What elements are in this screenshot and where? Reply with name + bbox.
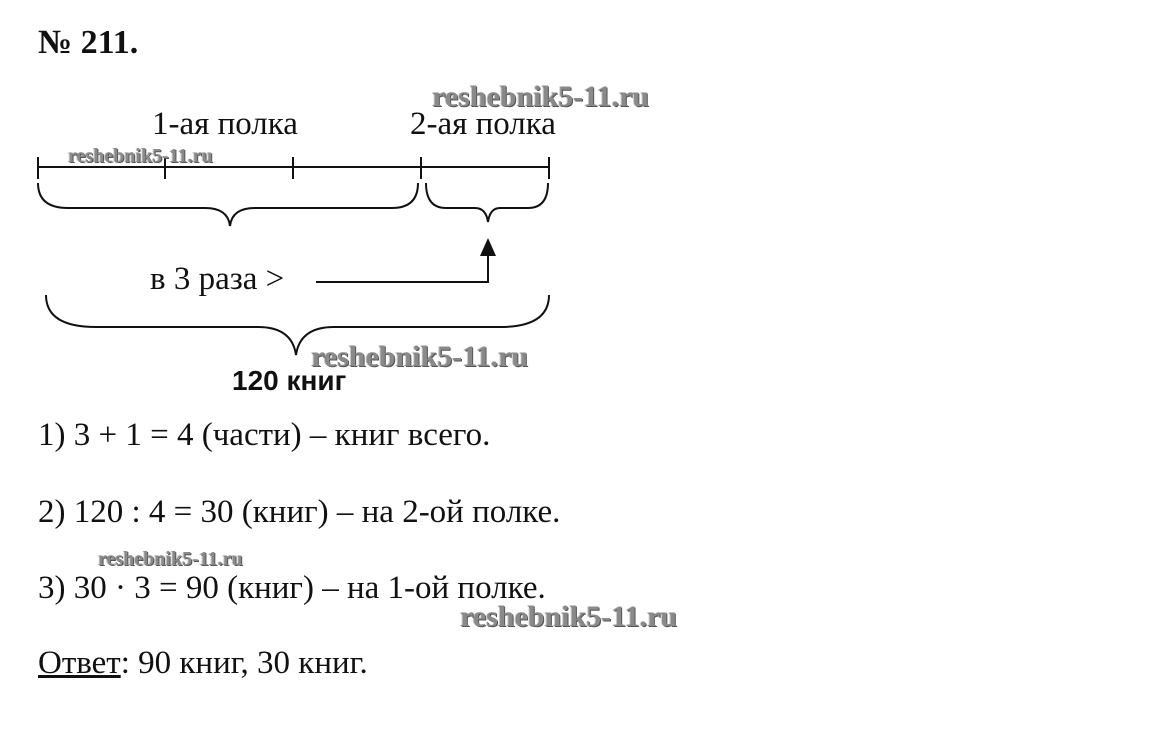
solution-step-2: 2) 120 : 4 = 30 (книг) – на 2-ой полке.	[38, 494, 561, 530]
problem-number: № 211.	[38, 24, 139, 61]
shelf2-brace	[426, 183, 548, 222]
shelf1-brace	[38, 183, 418, 226]
comparison-label: в 3 раза >	[150, 261, 285, 297]
watermark: reshebnik5-11.ru	[68, 145, 213, 167]
solution-step-3: 3) 30 · 3 = 90 (книг) – на 1-ой полке.	[38, 570, 546, 606]
arrow-head-icon	[480, 238, 496, 256]
answer-line	[38, 645, 368, 682]
total-label: 120 книг	[232, 365, 347, 396]
watermark: reshebnik5-11.ru	[98, 548, 243, 570]
answer-text: : 90 книг, 30 книг.	[120, 645, 368, 681]
watermark: reshebnik5-11.ru	[460, 600, 677, 633]
answer-label: Ответ	[38, 645, 121, 681]
watermark: reshebnik5-11.ru	[432, 80, 649, 113]
shelf1-label: 1-ая полка	[152, 106, 298, 142]
comparison-arrow-line	[316, 252, 488, 282]
watermark: reshebnik5-11.ru	[311, 340, 528, 373]
solution-step-1: 1) 3 + 1 = 4 (части) – книг всего.	[38, 417, 491, 453]
shelf2-label: 2-ая полка	[410, 106, 556, 142]
